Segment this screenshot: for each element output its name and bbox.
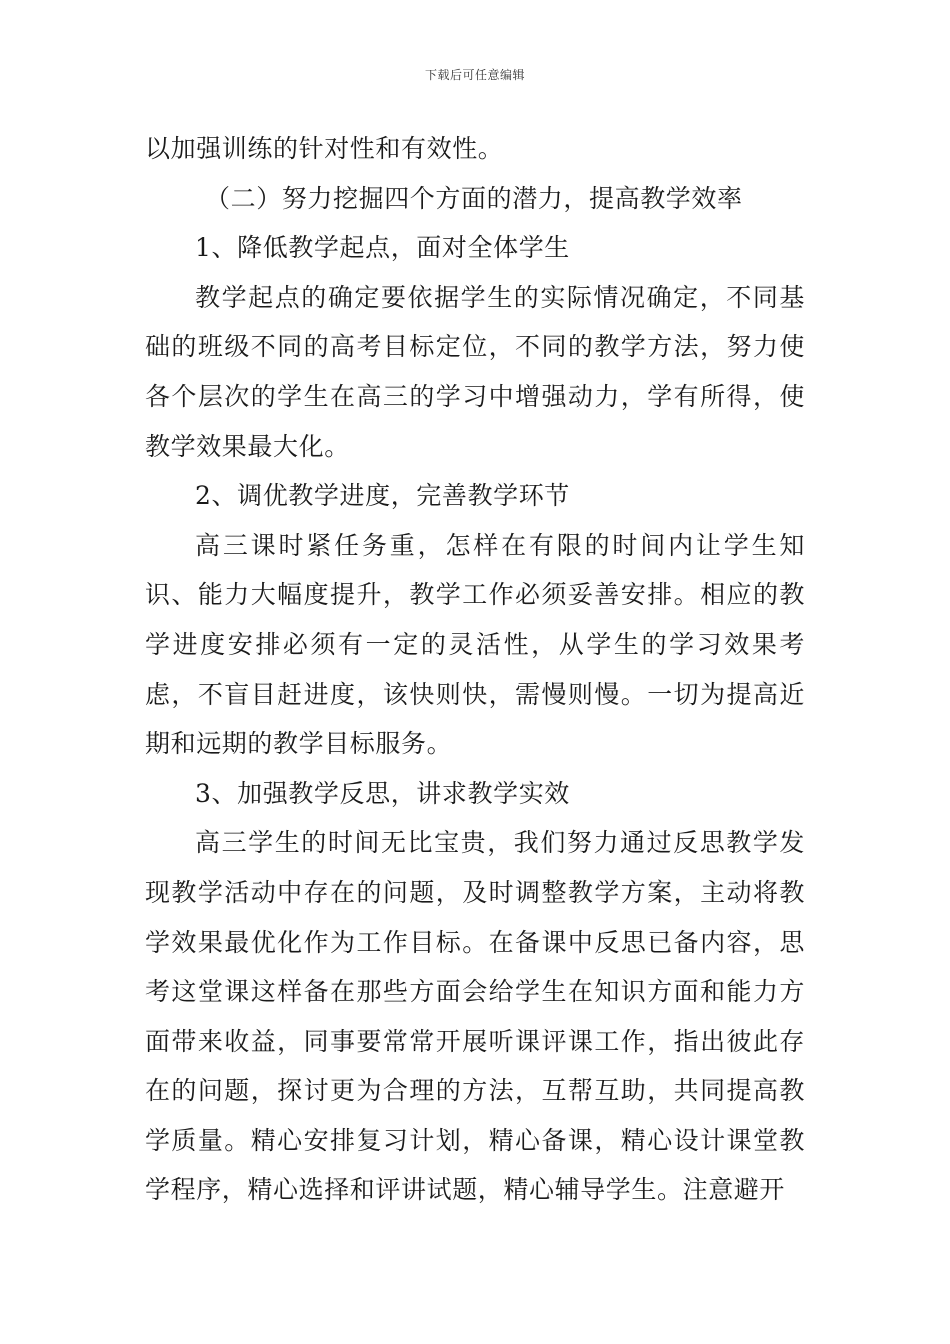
paragraph-1: 教学起点的确定要依据学生的实际情况确定，不同基础的班级不同的高考目标定位，不同的教学方法，努力使各个层次的学生在高三的学习中增强动力，学有所得，使教学效果最大化。 [145, 282, 805, 461]
document-body [145, 124, 805, 1215]
paragraph-continuation: 以加强训练的针对性和有效性。 [145, 134, 504, 163]
section-heading: （二）努力挖掘四个方面的潜力，提高教学效率 [205, 183, 743, 213]
paragraph-2: 高三课时紧任务重，怎样在有限的时间内让学生知识、能力大幅度提升，教学工作必须妥善安排。相应的教学进度安排必须有一定的灵活性，从学生的学习效果考虑，不盲目赶进度，该快则快，需慢则慢。一切为提高近期和远期的教学目标服务。 [145, 530, 805, 759]
header-note: 下载后可任意编辑 [424, 68, 525, 82]
subheading-3: 3、加强教学反思，讲求教学实效 [195, 778, 570, 808]
subheading-1: 1、降低教学起点，面对全体学生 [195, 233, 570, 263]
subheading-2: 2、调优教学进度，完善教学环节 [195, 481, 570, 511]
paragraph-3: 高三学生的时间无比宝贵，我们努力通过反思教学发现教学活动中存在的问题，及时调整教学方案，主动将教学效果最优化作为工作目标。在备课中反思已备内容，思考这堂课这样备在那些方面会给学生在知识方面和能力方面带来收益，同事要常常开展听课评课工作，指出彼此存在的问题，探讨更为合理的方法，互帮互助，共同提高教学质量。精心安排复习计划，精心备课，精心设计课堂教学程序，精心选择和评讲试题，精心辅导学生。注意避开 [145, 828, 805, 1205]
